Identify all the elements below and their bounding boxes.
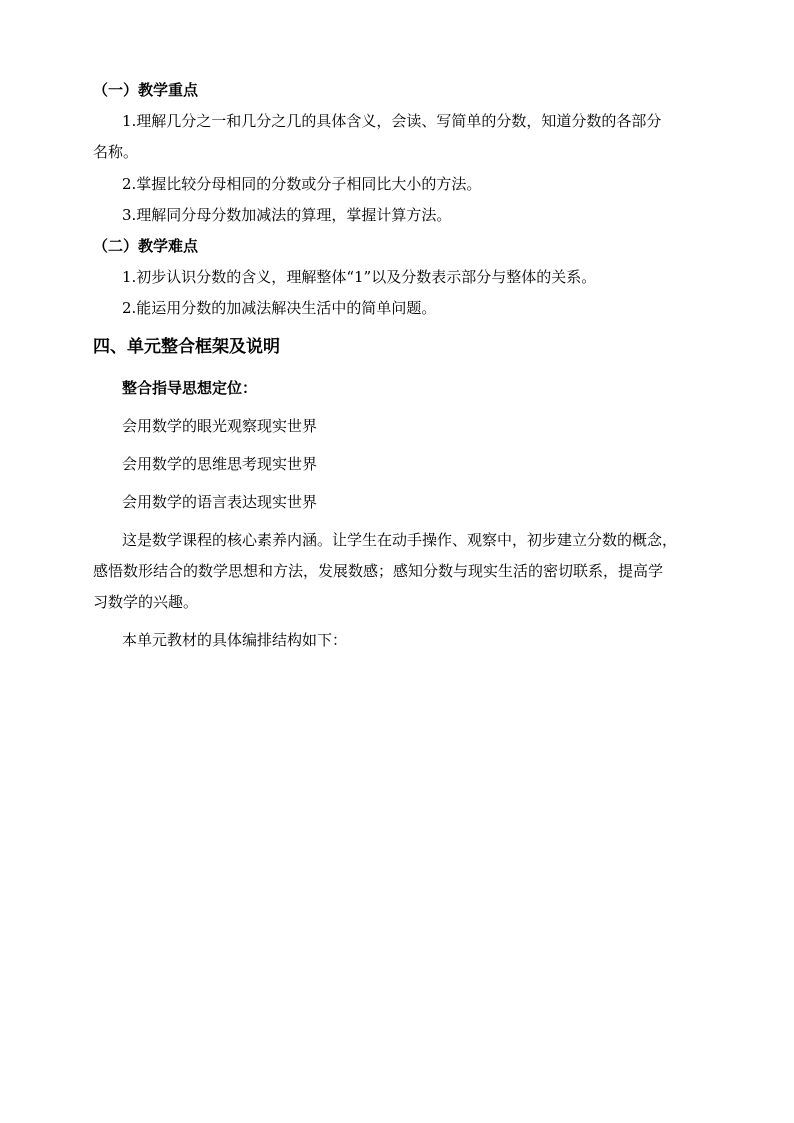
key-point-1-line-2: 名称。: [93, 143, 139, 161]
guiding-idea-subheading: 整合指导思想定位：: [122, 379, 258, 397]
difficulty-1: 1.初步认识分数的含义，理解整体“1”以及分数表示部分与整体的关系。: [122, 268, 597, 286]
key-point-3: 3.理解同分母分数加减法的算理，掌握计算方法。: [122, 206, 452, 224]
key-point-2: 2.掌握比较分母相同的分数或分子相同比大小的方法。: [122, 175, 482, 193]
key-points-heading: （一）教学重点: [93, 81, 199, 99]
guiding-point-3: 会用数学的语言表达现实世界: [122, 493, 318, 511]
core-literacy-paragraph-line-1: 这是数学课程的核心素养内涵。让学生在动手操作、观察中，初步建立分数的概念，: [122, 531, 678, 549]
guiding-point-1: 会用数学的眼光观察现实世界: [122, 417, 318, 435]
structure-intro-text: 本单元教材的具体编排结构如下：: [122, 631, 348, 649]
core-literacy-paragraph-line-3: 习数学的兴趣。: [93, 593, 199, 611]
difficulty-2: 2.能运用分数的加减法解决生活中的简单问题。: [122, 299, 437, 317]
difficulties-heading: （二）教学难点: [93, 237, 199, 255]
section-four-heading: 四、单元整合框架及说明: [93, 337, 280, 357]
key-point-1-line-1: 1.理解几分之一和几分之几的具体含义，会读、写简单的分数，知道分数的各部分: [122, 112, 662, 130]
core-literacy-paragraph-line-2: 感悟数形结合的数学思想和方法，发展数感；感知分数与现实生活的密切联系，提高学: [93, 562, 664, 580]
guiding-point-2: 会用数学的思维思考现实世界: [122, 455, 318, 473]
